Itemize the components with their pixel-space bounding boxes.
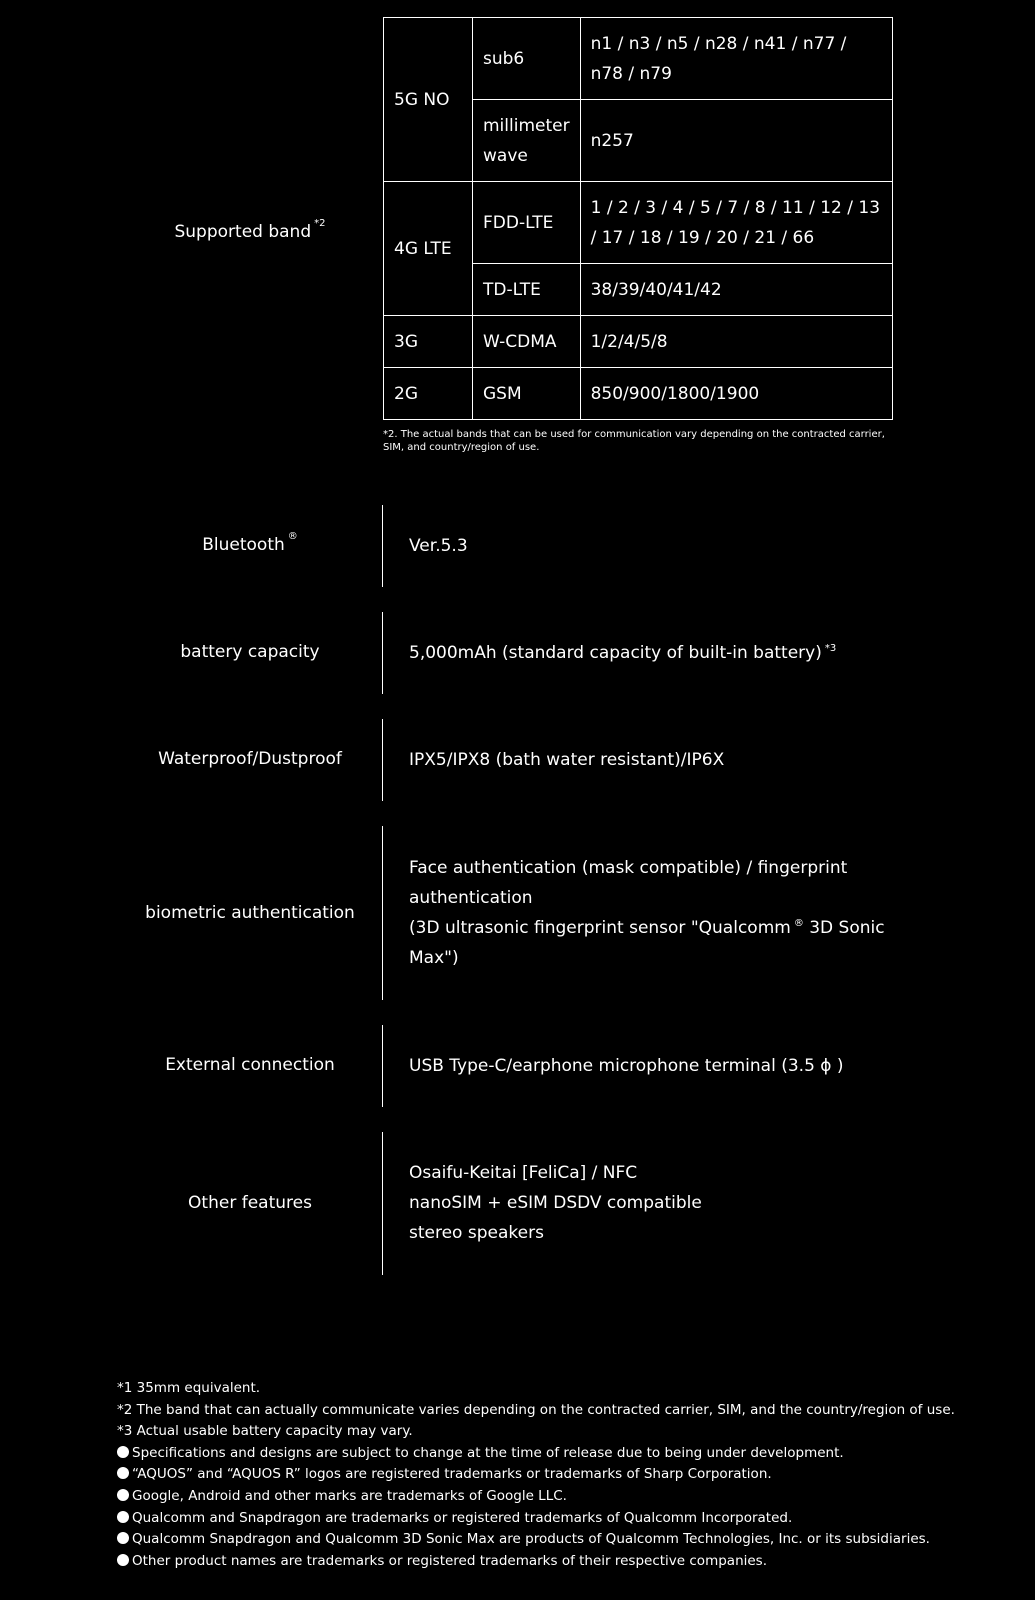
spec-label: biometric authentication [145,903,355,923]
divider [382,1132,383,1275]
band-gen-cell: 5G NO [384,18,473,182]
band-row [384,18,893,100]
spec-row-waterproof [0,719,1035,801]
footnote: *2 The band that can actually communicate varies depending on the contracted carrier, SIM, and the country/region of use. [117,1401,955,1418]
spec-label: Waterproof/Dustproof [158,749,342,769]
band-table [383,17,893,420]
spec-row-biometric [0,826,1035,1000]
band-row [384,316,893,368]
bullet-icon [117,1511,129,1523]
spec-value: Ver.5.3 [409,536,468,556]
band-type-cell: TD-LTE [473,264,581,316]
footnote: *3 Actual usable battery capacity may vary. [117,1423,413,1440]
footnotes [117,1378,1017,1572]
bullet-note: Specifications and designs are subject to change at the time of release due to being under development. [117,1443,1017,1465]
band-values-cell: 1 / 2 / 3 / 4 / 5 / 7 / 8 / 11 / 12 / 13 / 17 / 18 / 19 / 20 / 21 / 66 [580,182,892,264]
spec-row-bluetooth [0,505,1035,587]
band-values-cell: n1 / n3 / n5 / n28 / n41 / n77 / n78 / n79 [580,18,892,100]
spec-label: battery capacity [180,642,320,662]
registered-mark: ® [287,531,298,542]
spec-label: Bluetooth ® [202,531,298,555]
divider [382,1025,383,1107]
band-row [384,368,893,420]
spec-value: IPX5/IPX8 (bath water resistant)/IP6X [409,750,725,770]
spec-value: USB Type-C/earphone microphone terminal (3.5 ϕ ) [409,1056,844,1076]
band-type-cell: W-CDMA [473,316,581,368]
bullet-icon [117,1554,129,1566]
bullet-note: Qualcomm and Snapdragon are trademarks or registered trademarks of Qualcomm Incorporated. [117,1508,1017,1530]
band-gen-cell: 4G LTE [384,182,473,316]
spec-row-other [0,1132,1035,1275]
spec-value: Osaifu-Keitai [FeliCa] / NFC nanoSIM + eSIM DSDV compatible stereo speakers [409,1163,702,1243]
divider [382,719,383,801]
band-values-cell: 38/39/40/41/42 [580,264,892,316]
band-values-cell: n257 [580,100,892,182]
band-gen-cell: 2G [384,368,473,420]
band-type-cell: millimeter wave [473,100,581,182]
divider [382,505,383,587]
band-type-cell: FDD-LTE [473,182,581,264]
band-values-cell: 850/900/1800/1900 [580,368,892,420]
spec-row-battery [0,612,1035,694]
footnote: *1 35mm equivalent. [117,1380,261,1396]
supported-band-label: Supported band $^{*2}$ [174,218,326,242]
band-type-cell: sub6 [473,18,581,100]
band-gen-cell: 3G [384,316,473,368]
supported-band-sup: *2 [314,218,326,229]
spec-value: 5,000mAh (standard capacity of built-in battery) $^{*3}$ [409,643,837,663]
band-row [384,182,893,264]
bullet-icon [117,1489,129,1501]
bullet-note: Other product names are trademarks or registered trademarks of their respective companies. [117,1551,1017,1573]
spec-label: Other features [188,1193,312,1213]
band-type-cell: GSM [473,368,581,420]
registered-mark: ® [793,918,804,929]
band-footnote: *2. The actual bands that can be used for communication vary depending on the contracted carrier, SIM, and country/region of use. [383,429,885,453]
bullet-note: Qualcomm Snapdragon and Qualcomm 3D Sonic Max are products of Qualcomm Technologies, Inc. or its subsidiaries. [117,1529,1017,1551]
divider [382,826,383,1000]
bullet-note: “AQUOS” and “AQUOS R” logos are registered trademarks or trademarks of Sharp Corporation. [117,1464,1017,1486]
divider [382,612,383,694]
band-values-cell: 1/2/4/5/8 [580,316,892,368]
spec-row-external [0,1025,1035,1107]
spec-value: Face authentication (mask compatible) / fingerprint authentication (3D ultrasonic fingerprint sensor "Qualcomm ® 3D Sonic Max") [409,858,885,968]
footnote-ref: *3 [824,643,837,654]
bullet-icon [117,1467,129,1479]
bullet-icon [117,1446,129,1458]
bullet-note: Google, Android and other marks are trademarks of Google LLC. [117,1486,1017,1508]
bullet-icon [117,1532,129,1544]
spec-label: External connection [165,1055,335,1075]
